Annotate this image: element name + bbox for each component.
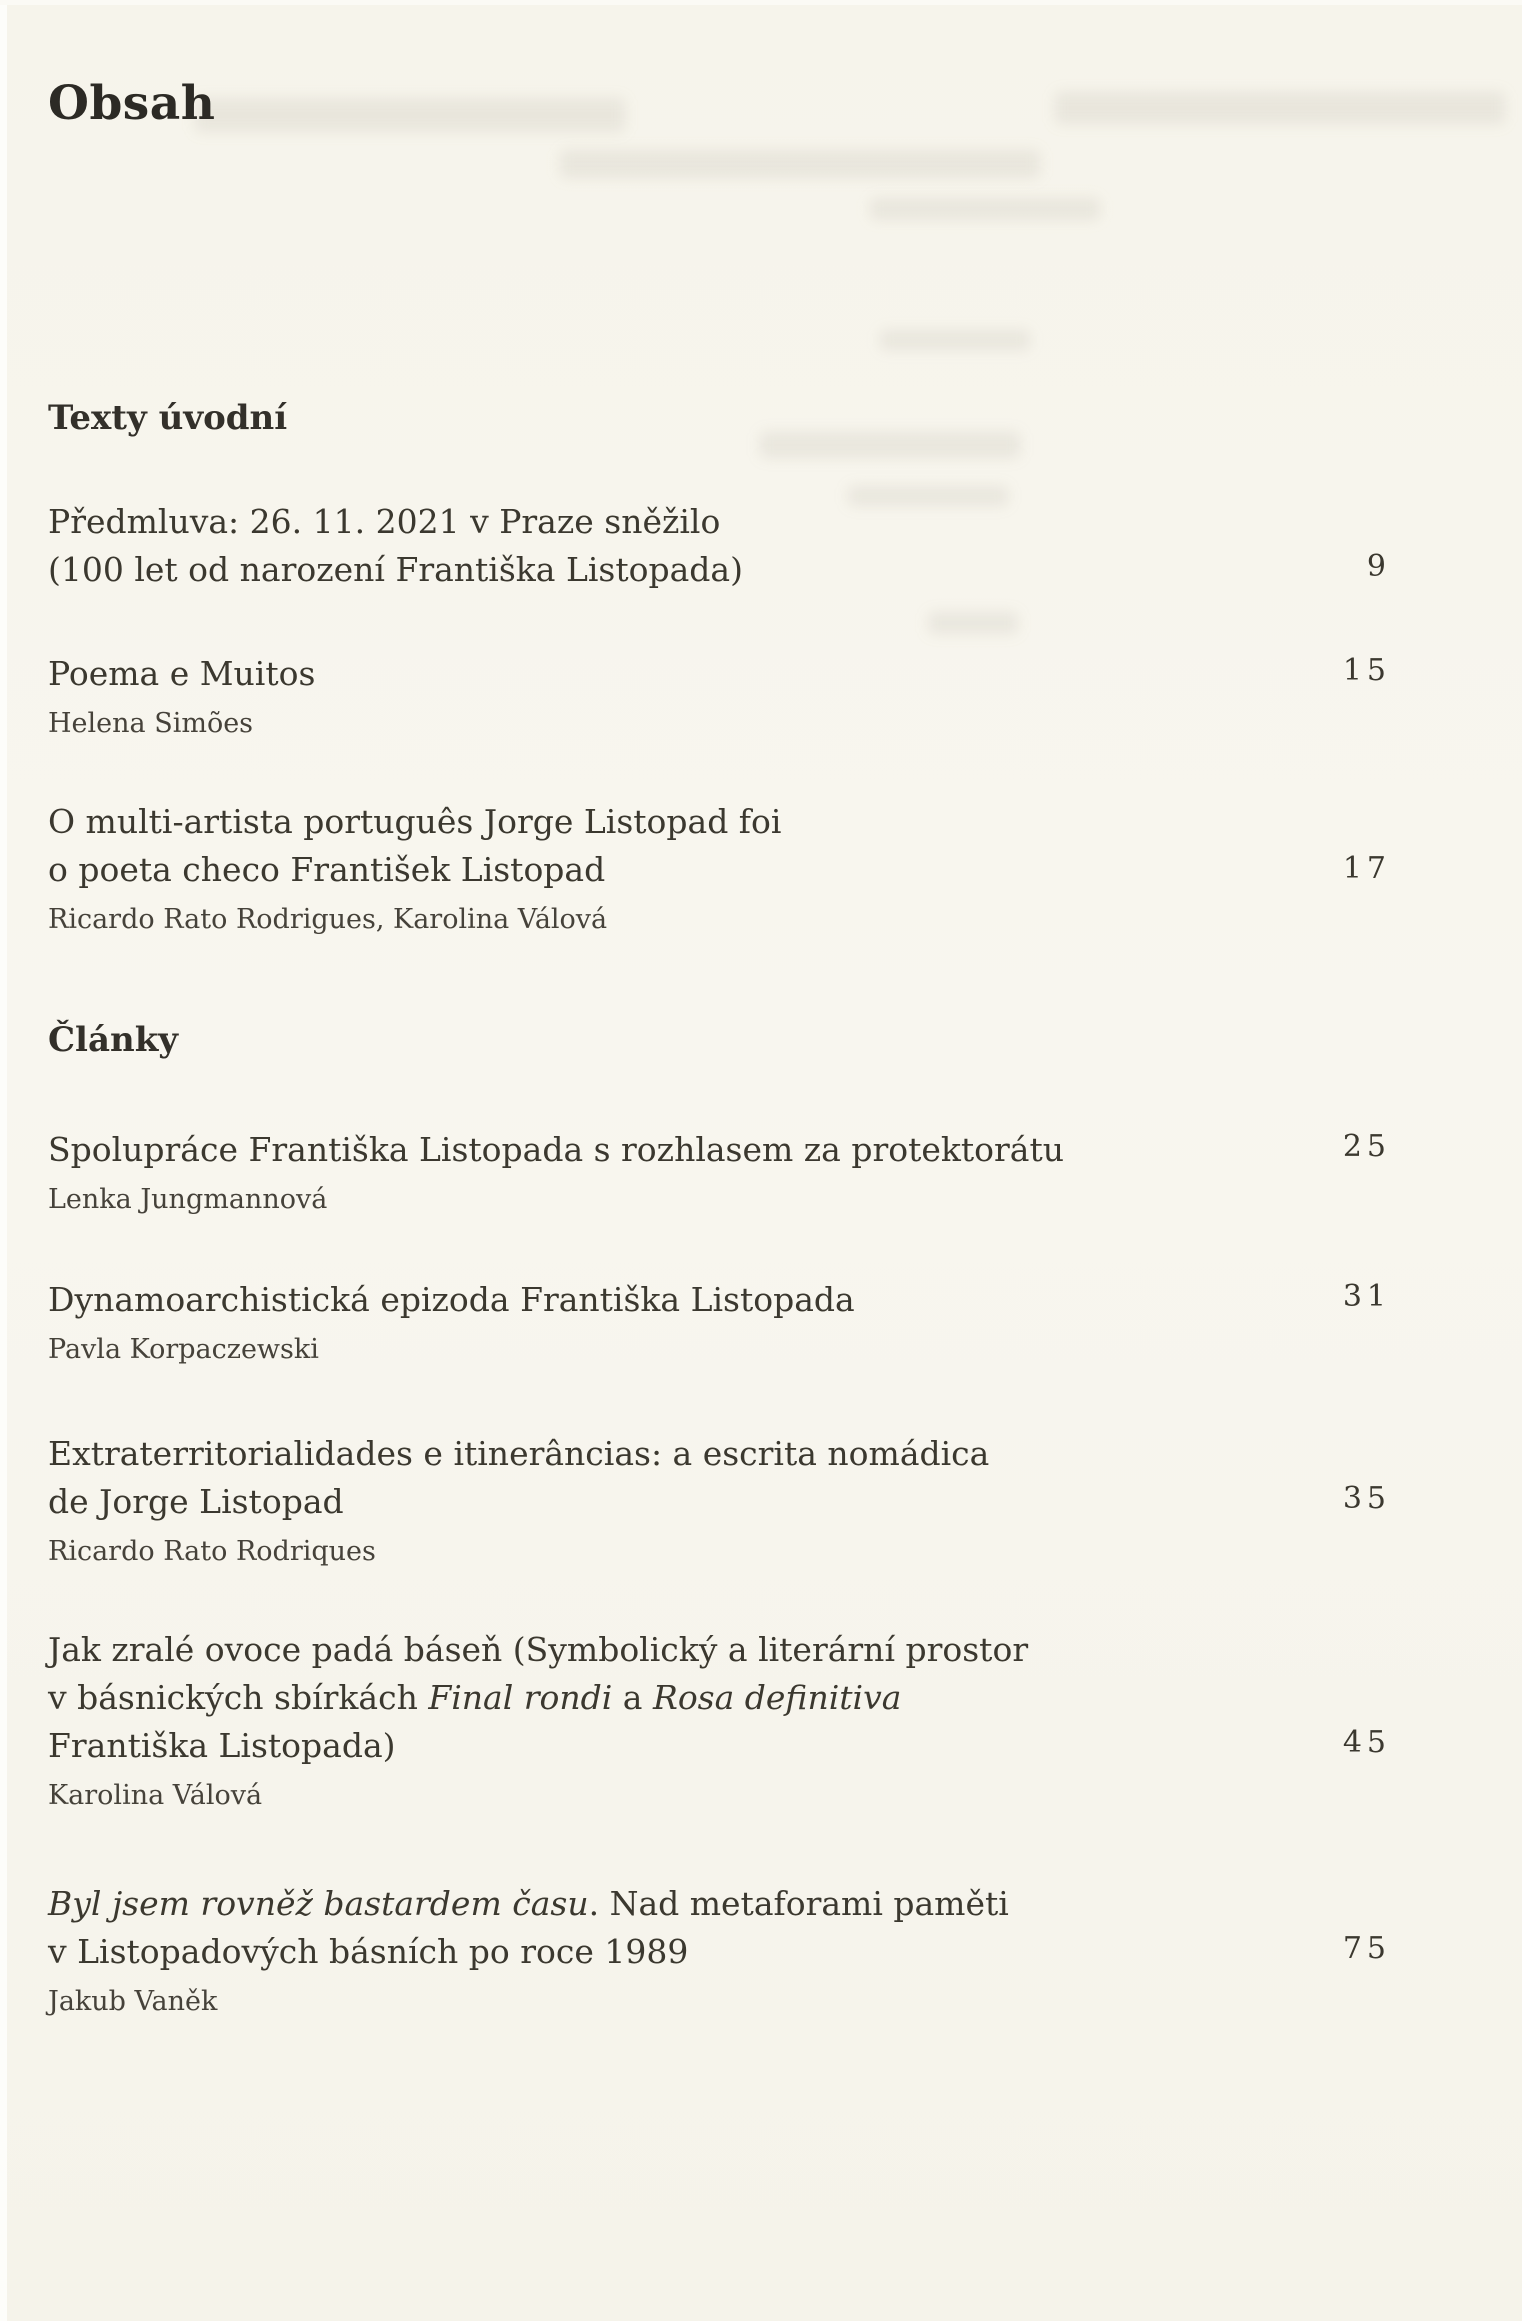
page-number: 35 xyxy=(1342,1481,1391,1516)
toc-entry-predmluva xyxy=(48,498,1362,594)
toc-entry-jak-zrale-ovoce xyxy=(48,1626,1362,1813)
page-number: 75 xyxy=(1342,1931,1391,1966)
entry-title-line: Spolupráce Františka Listopada s rozhlasem za protektorátu xyxy=(48,1130,1064,1169)
title-segment: a xyxy=(612,1678,653,1717)
page-number: 15 xyxy=(1342,653,1391,688)
page-number: 45 xyxy=(1342,1725,1391,1760)
entry-title-line: v Listopadových básních po roce 1989 xyxy=(48,1932,689,1971)
toc-entry-poema-e-muitos xyxy=(48,650,1362,741)
title-segment-italic: Final rondi xyxy=(428,1678,613,1717)
page-number: 9 xyxy=(1366,549,1391,584)
toc-entry-byl-jsem-rovnez xyxy=(48,1880,1362,2019)
toc-entry-extraterritorialidades xyxy=(48,1430,1362,1569)
entry-authors: Karolina Válová xyxy=(48,1780,263,1811)
entry-authors: Jakub Vaněk xyxy=(48,1986,218,2017)
entry-title-line: O multi-artista português Jorge Listopad foi xyxy=(48,802,782,841)
title-segment-italic: Rosa definitiva xyxy=(652,1678,902,1717)
entry-title-line xyxy=(48,1674,1362,1722)
title-segment-italic: Byl jsem rovněž bastardem času xyxy=(48,1884,589,1923)
title-segment: v básnických sbírkách xyxy=(48,1678,429,1717)
entry-authors: Pavla Korpaczewski xyxy=(48,1334,319,1365)
entry-authors: Lenka Jungmannová xyxy=(48,1184,328,1215)
toc-entry-multi-artista xyxy=(48,798,1362,937)
entry-title-line: Poema e Muitos xyxy=(48,654,316,693)
bleedthrough-mark xyxy=(928,612,1018,634)
bleedthrough-mark xyxy=(880,330,1030,350)
page-edge-left xyxy=(0,0,7,2321)
page-number: 17 xyxy=(1342,851,1391,886)
page-edge-top xyxy=(0,0,1522,5)
page-number: 25 xyxy=(1342,1129,1391,1164)
bleedthrough-mark xyxy=(195,98,625,132)
entry-title-line: o poeta checo František Listopad xyxy=(48,850,606,889)
entry-authors: Ricardo Rato Rodrigues, Karolina Válová xyxy=(48,904,608,935)
bleedthrough-mark xyxy=(760,432,1020,458)
bleedthrough-mark xyxy=(1055,92,1505,124)
entry-title-line: Extraterritorialidades e itinerâncias: a escrita nomádica xyxy=(48,1434,990,1473)
title-segment: . Nad metaforami paměti xyxy=(588,1884,1009,1923)
entry-title-line xyxy=(48,1880,1362,1928)
bleedthrough-mark xyxy=(560,150,1040,178)
entry-title-line: Dynamoarchistická epizoda Františka Listopada xyxy=(48,1280,855,1319)
bleedthrough-mark xyxy=(870,198,1100,220)
entry-title-line: Františka Listopada) xyxy=(48,1726,396,1765)
entry-title-line: Předmluva: 26. 11. 2021 v Praze sněžilo xyxy=(48,502,721,541)
page-number: 31 xyxy=(1342,1279,1391,1314)
entry-title-line: (100 let od narození Františka Listopada) xyxy=(48,550,743,589)
entry-authors: Helena Simões xyxy=(48,708,254,739)
toc-entry-dynamoarchisticka xyxy=(48,1276,1362,1367)
page-title: Obsah xyxy=(48,76,216,131)
entry-title-line: de Jorge Listopad xyxy=(48,1482,344,1521)
section-heading-texty-uvodni: Texty úvodní xyxy=(48,398,288,438)
entry-authors: Ricardo Rato Rodriques xyxy=(48,1536,376,1567)
toc-entry-spoluprace xyxy=(48,1126,1362,1217)
section-heading-clanky: Články xyxy=(48,1020,179,1060)
entry-title-line: Jak zralé ovoce padá báseň (Symbolický a literární prostor xyxy=(48,1630,1029,1669)
